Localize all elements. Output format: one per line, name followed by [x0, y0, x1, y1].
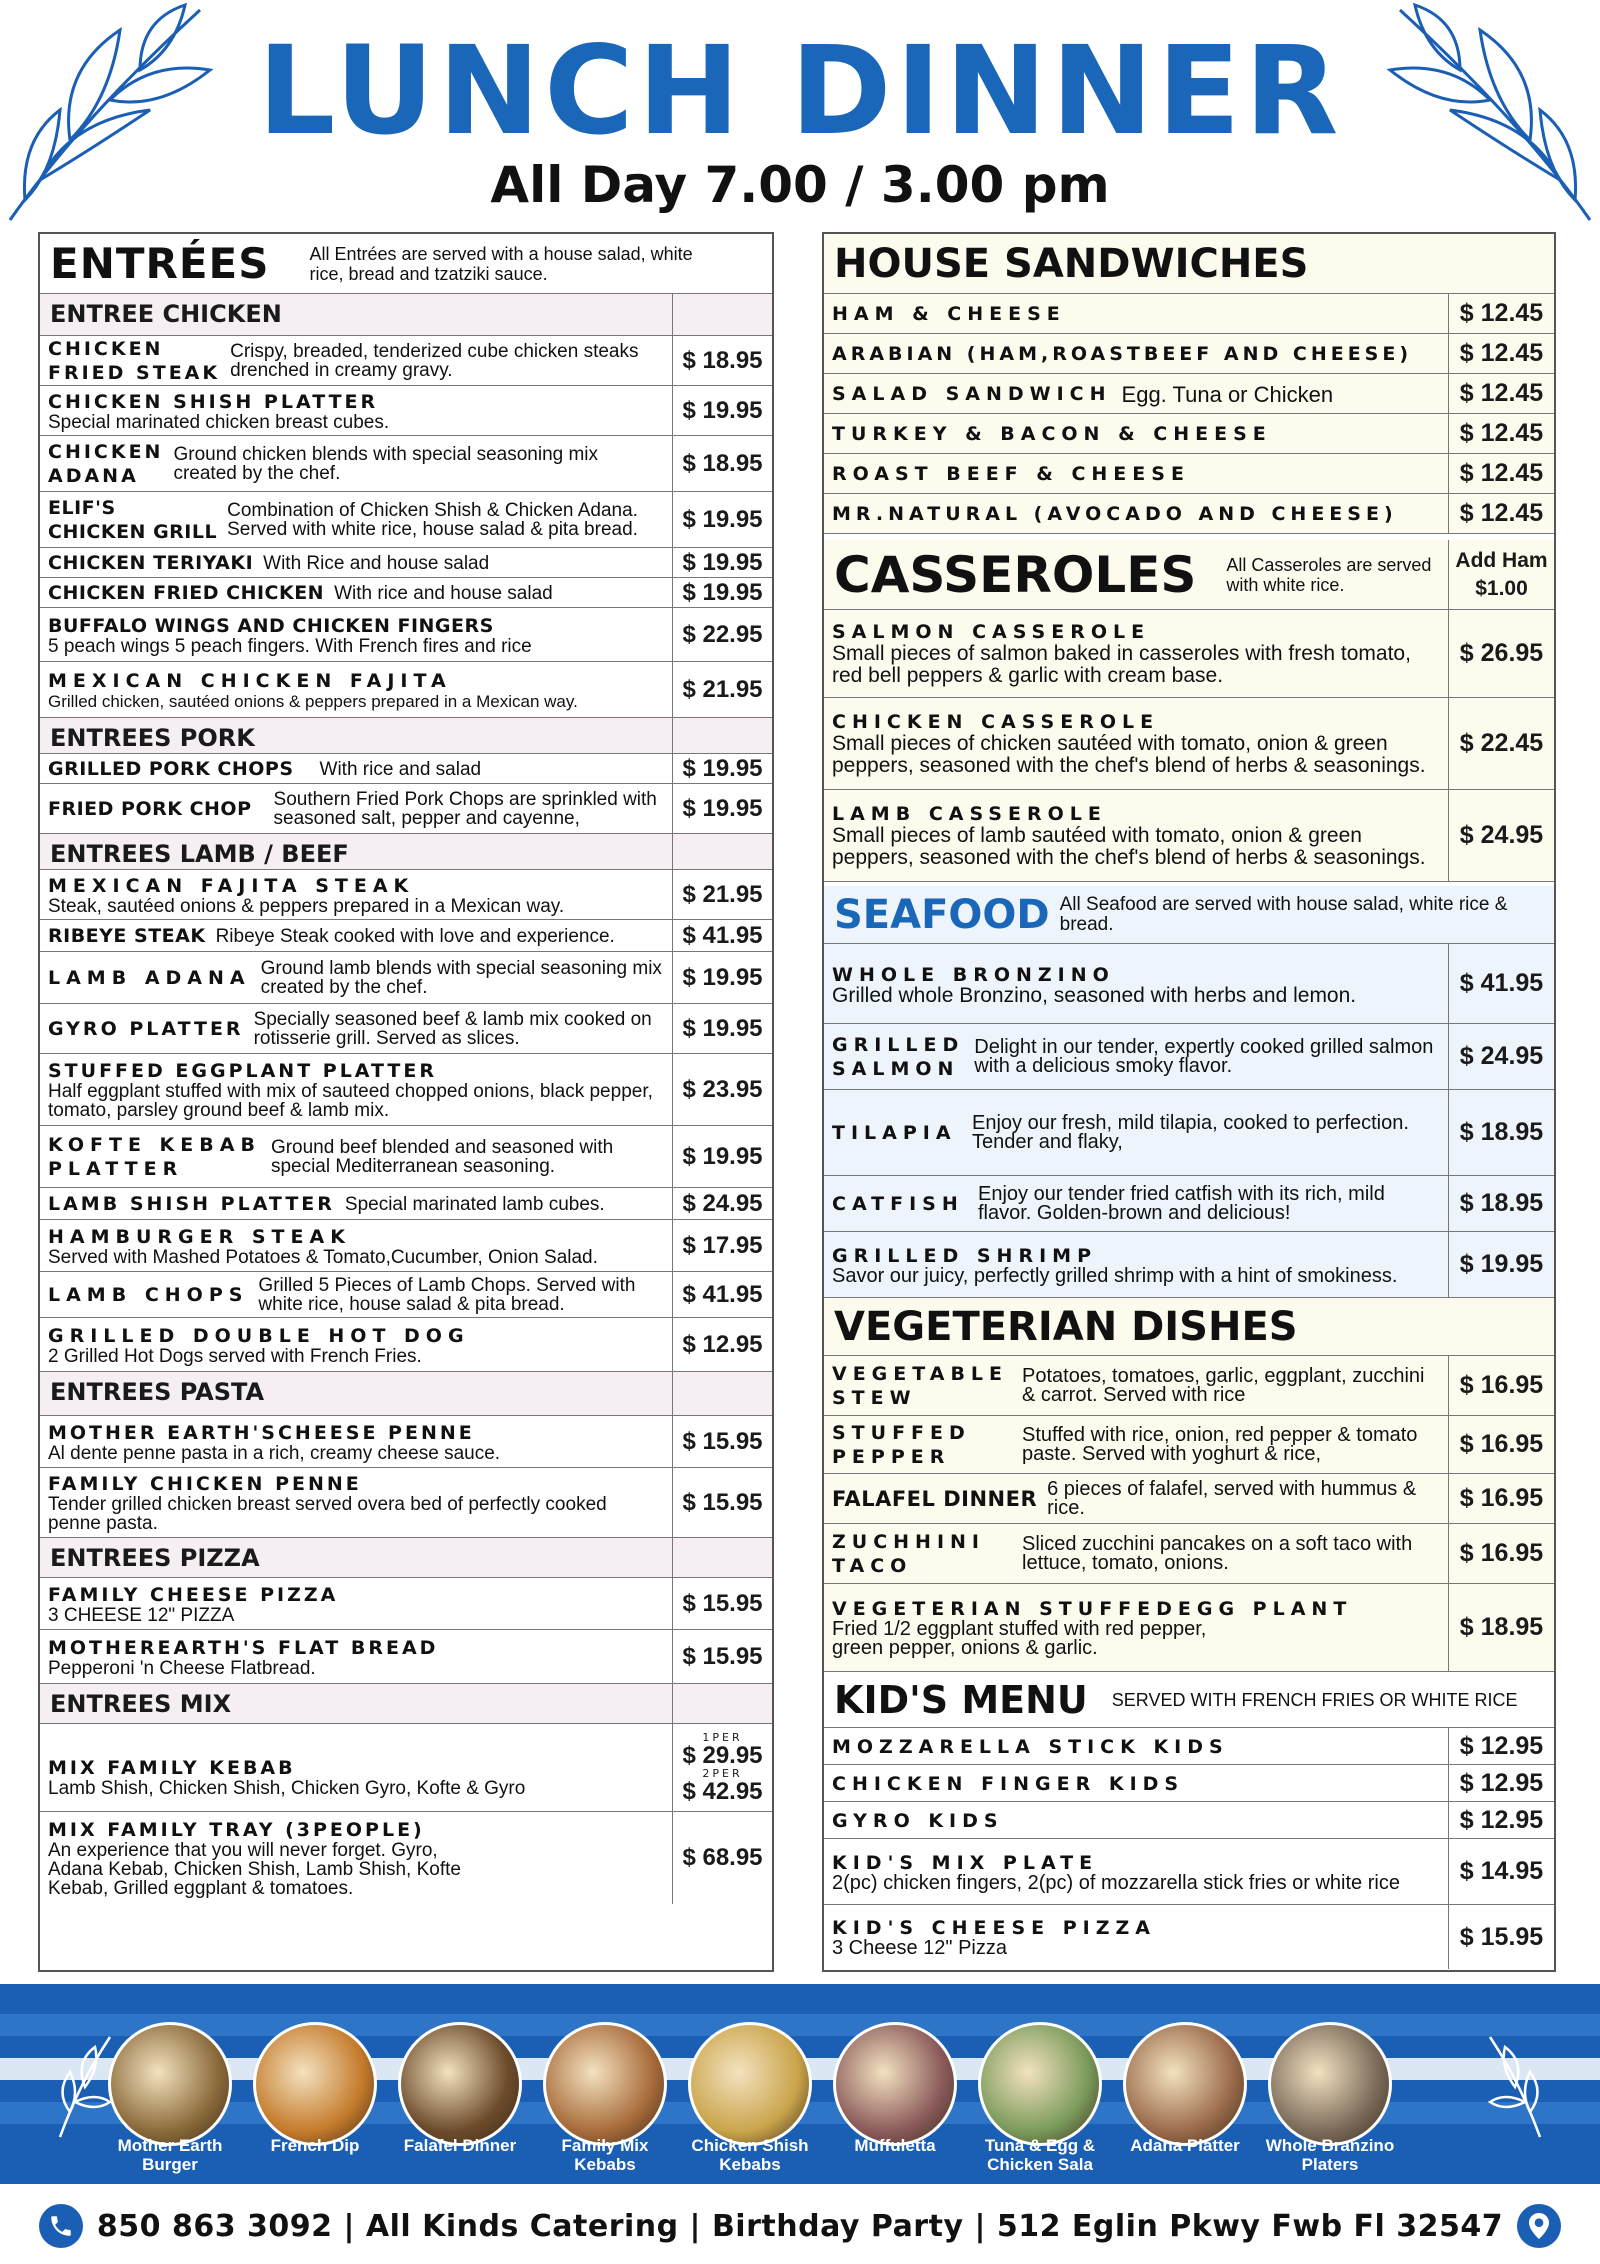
menu-item	[824, 1024, 1554, 1090]
food-photo-label: Whole Branzino Platers	[1265, 2136, 1395, 2174]
leaf-icon	[1480, 2032, 1550, 2142]
menu-item	[40, 578, 772, 608]
item-name: RIBEYE STEAK	[48, 925, 206, 947]
item-description: Potatoes, tomatoes, garlic, eggplant, zucchini & carrot. Served with rice	[1022, 1365, 1425, 1406]
item-name: FAMILY CHEESE PIZZA	[48, 1583, 339, 1606]
menu-item	[40, 336, 772, 386]
item-price: $ 18.95	[1448, 1584, 1554, 1671]
menu-item	[40, 1468, 772, 1538]
kids-menu-header	[824, 1672, 1554, 1728]
item-name: STUFFED	[832, 1422, 971, 1444]
item-price: $ 24.95	[1448, 790, 1554, 881]
item-price: $ 24.95	[1448, 1024, 1554, 1089]
item-description: Southern Fried Pork Chops are sprinkled with seasoned salt, pepper and cayenne,	[273, 789, 657, 829]
seafood-note: All Seafood are served with house salad, white rice & bread.	[1059, 893, 1508, 935]
food-photo	[108, 2022, 232, 2146]
item-price: $ 23.95	[672, 1054, 772, 1125]
item-description: Sliced zucchini pancakes on a soft taco with lettuce, tomato, onions.	[1022, 1533, 1413, 1574]
item-name: MOTHEREARTH'S FLAT BREAD	[48, 1636, 439, 1659]
item-name: CHICKEN	[48, 441, 164, 463]
section-chicken	[40, 294, 772, 336]
item-name: SALMON CASSEROLE	[832, 621, 1151, 643]
menu-item	[824, 1176, 1554, 1232]
menu-item	[824, 494, 1554, 534]
item-name: BUFFALO WINGS AND CHICKEN FINGERS	[48, 614, 494, 637]
item-name: CHICKEN	[48, 338, 164, 360]
item-name: LAMB CHOPS	[48, 1284, 249, 1306]
menu-item	[824, 1765, 1554, 1802]
section-title: ENTREES MIX	[50, 1690, 232, 1718]
item-price: $ 24.95	[672, 1188, 772, 1219]
item-description: Savor our juicy, perfectly grilled shrimp with a hint of smokiness.	[832, 1264, 1398, 1287]
item-name: SALAD SANDWICH	[832, 383, 1112, 405]
item-name: GYRO PLATTER	[48, 1018, 244, 1040]
menu-item	[40, 608, 772, 662]
menu-item	[40, 1188, 772, 1220]
item-price: $ 15.95	[1448, 1905, 1554, 1969]
item-price: $ 12.45	[1448, 414, 1554, 453]
item-name: KID'S CHEESE PIZZA	[832, 1917, 1157, 1939]
seafood-header	[824, 882, 1554, 944]
location-pin-icon[interactable]	[1517, 2204, 1561, 2248]
menu-item	[40, 1054, 772, 1126]
section-lamb-beef	[40, 834, 772, 870]
item-price: $ 19.95	[672, 1126, 772, 1187]
sandwiches-header	[824, 234, 1554, 294]
item-name: MR.NATURAL (AVOCADO AND CHEESE)	[832, 503, 1398, 525]
addon-label: Add Ham	[1455, 548, 1548, 572]
menu-item	[824, 1090, 1554, 1176]
menu-item	[40, 1318, 772, 1372]
food-photo	[253, 2022, 377, 2146]
food-photo-label: Falafel Dinner	[403, 2136, 517, 2155]
per-label: 2PER	[702, 1766, 743, 1780]
section-title: CASSEROLES	[834, 545, 1197, 604]
item-price: $ 21.95	[672, 870, 772, 919]
item-description: Combination of Chicken Shish & Chicken Adana. Served with white rice, house salad & pita bread.	[227, 500, 638, 540]
menu-header	[0, 0, 1600, 230]
food-photo	[978, 2022, 1102, 2146]
item-price: $ 68.95	[672, 1812, 772, 1904]
menu-item	[40, 952, 772, 1004]
section-mix	[40, 1684, 772, 1724]
item-name: GYRO KIDS	[832, 1809, 1004, 1832]
item-price: $ 41.95	[672, 1272, 772, 1317]
item-description: 6 pieces of falafel, served with hummus & rice.	[1047, 1478, 1417, 1519]
item-description: Stuffed with rice, onion, red pepper & tomato paste. Served with yoghurt & rice,	[1022, 1424, 1418, 1465]
item-description: Egg. Tuna or Chicken	[1121, 381, 1334, 407]
item-price: $ 16.95	[1448, 1416, 1554, 1473]
item-name: SALMON	[832, 1058, 960, 1080]
item-price: $ 22.45	[1448, 698, 1554, 789]
item-name: STUFFED EGGPLANT PLATTER	[48, 1060, 438, 1082]
menu-item	[40, 1724, 772, 1812]
section-title: KID'S MENU	[834, 1677, 1088, 1722]
food-photo-label: Chicken Shish Kebabs	[691, 2136, 809, 2174]
item-name: PEPPER	[832, 1446, 951, 1468]
section-title: HOUSE SANDWICHES	[834, 240, 1309, 287]
section-title: ENTREES LAMB / BEEF	[50, 840, 349, 868]
item-price: $ 19.95	[672, 386, 772, 435]
food-photo	[543, 2022, 667, 2146]
food-photo	[398, 2022, 522, 2146]
item-name: VEGETERIAN STUFFEDEGG PLANT	[832, 1598, 1353, 1620]
menu-item	[824, 1416, 1554, 1474]
section-title: ENTREES PASTA	[50, 1378, 265, 1406]
item-name: MEXICAN FAJITA STEAK	[48, 874, 415, 897]
item-name: MOZZARELLA STICK KIDS	[832, 1735, 1229, 1758]
item-description: Tender grilled chicken breast served overa bed of perfectly cooked penne pasta.	[48, 1494, 607, 1534]
per-label: 1PER	[702, 1730, 743, 1744]
item-price: $ 19.95	[672, 1004, 772, 1053]
item-description: 5 peach wings 5 peach fingers. With French fires and rice	[48, 635, 532, 657]
entrees-header	[40, 234, 772, 294]
menu-item	[40, 492, 772, 548]
food-photo-label: Adana Platter	[1130, 2136, 1240, 2155]
item-description: Enjoy our fresh, mild tilapia, cooked to perfection. Tender and flaky,	[972, 1112, 1409, 1153]
item-description: Ground chicken blends with special seasoning mix created by the chef.	[173, 444, 599, 484]
item-name: CATFISH	[832, 1193, 964, 1215]
item-description: Ground lamb blends with special seasoning mix created by the chef.	[260, 958, 662, 998]
item-price: $ 15.95	[672, 1416, 772, 1467]
item-name: LAMB SHISH PLATTER	[48, 1193, 335, 1215]
item-name: GRILLED PORK CHOPS	[48, 758, 294, 780]
item-price: $ 19.95	[672, 754, 772, 783]
item-price: $ 12.95	[1448, 1765, 1554, 1801]
item-name: GRILLED SHRIMP	[832, 1244, 1097, 1267]
food-photo-label: Tuna & Egg & Chicken Sala	[984, 2136, 1096, 2174]
item-description: Special marinated lamb cubes.	[344, 1193, 605, 1215]
food-photo	[1268, 2022, 1392, 2146]
item-price: $ 16.95	[1448, 1474, 1554, 1523]
item-name: HAMBURGER STEAK	[48, 1225, 351, 1248]
item-name: CHICKEN SHISH PLATTER	[48, 390, 379, 413]
item-name: MEXICAN CHICKEN FAJITA	[48, 669, 452, 692]
page-subtitle: All Day 7.00 / 3.00 pm	[490, 156, 1110, 214]
item-name: ARABIAN (HAM,ROASTBEEF AND CHEESE)	[832, 343, 1413, 365]
item-price: $ 19.95	[672, 492, 772, 547]
menu-item	[824, 1839, 1554, 1905]
menu-item	[824, 1584, 1554, 1672]
item-price: $ 12.45	[1448, 494, 1554, 533]
food-photo	[833, 2022, 957, 2146]
item-name: ROAST BEEF & CHEESE	[832, 463, 1190, 485]
menu-item	[824, 1356, 1554, 1416]
item-price: $ 16.95	[1448, 1356, 1554, 1415]
item-name: STEW	[832, 1387, 917, 1409]
contact-footer	[0, 2196, 1600, 2256]
menu-item	[40, 1272, 772, 1318]
menu-item	[824, 334, 1554, 374]
menu-item	[40, 1126, 772, 1188]
item-name: CHICKEN CASSEROLE	[832, 711, 1160, 733]
item-description: Ribeye Steak cooked with love and experience.	[215, 925, 615, 947]
item-price: $ 12.45	[1448, 334, 1554, 373]
menu-item	[40, 1630, 772, 1684]
item-name: FALAFEL DINNER	[832, 1487, 1038, 1511]
item-description: With rice and house salad	[334, 582, 553, 604]
item-name: CHICKEN FINGER KIDS	[832, 1772, 1185, 1795]
item-price: $ 16.95	[1448, 1524, 1554, 1583]
menu-item	[824, 698, 1554, 790]
item-name: GRILLED	[832, 1034, 965, 1056]
item-name: TURKEY & BACON & CHEESE	[832, 423, 1272, 445]
menu-item	[824, 454, 1554, 494]
item-price: $ 19.95	[672, 784, 772, 833]
page-title: LUNCH DINNER	[257, 20, 1343, 162]
item-description: Fried 1/2 eggplant stuffed with red pepper, green pepper, onions & garlic.	[832, 1618, 1207, 1659]
item-name: KOFTE KEBAB	[48, 1134, 261, 1156]
menu-item	[40, 1812, 772, 1904]
food-photo-label: Mother Earth Burger	[117, 2136, 223, 2174]
item-price: $ 12.45	[1448, 454, 1554, 493]
section-title: ENTREES PORK	[50, 724, 255, 752]
left-menu-column	[38, 232, 774, 1972]
kids-note: SERVED WITH FRENCH FRIES OR WHITE RICE	[1111, 1689, 1518, 1710]
item-description: Al dente penne pasta in a rich, creamy cheese sauce.	[48, 1442, 501, 1464]
menu-item	[824, 610, 1554, 698]
item-name: CHICKEN GRILL	[48, 521, 218, 543]
item-name: HAM & CHEESE	[832, 303, 1066, 325]
section-pizza	[40, 1538, 772, 1578]
menu-item	[40, 870, 772, 920]
item-price: $ 42.95	[682, 1777, 763, 1805]
item-description: 2 Grilled Hot Dogs served with French Fries.	[48, 1345, 422, 1367]
item-price: $ 18.95	[1448, 1176, 1554, 1231]
item-name: LAMB CASSEROLE	[832, 803, 1107, 825]
item-name: GRILLED DOUBLE HOT DOG	[48, 1324, 470, 1347]
section-title: SEAFOOD	[834, 891, 1050, 938]
item-price: $ 18.95	[672, 336, 772, 385]
item-description: Served with Mashed Potatoes & Tomato,Cucumber, Onion Salad.	[48, 1246, 598, 1268]
menu-item	[824, 1905, 1554, 1969]
item-price: $ 26.95	[1448, 610, 1554, 697]
item-price: $ 19.95	[672, 548, 772, 577]
item-description: Half eggplant stuffed with mix of sauteed chopped onions, black pepper, tomato, parsley ground beef & lamb mix.	[48, 1081, 653, 1121]
menu-item	[40, 754, 772, 784]
menu-item	[40, 436, 772, 492]
menu-item	[40, 784, 772, 834]
item-name: LAMB ADANA	[48, 967, 251, 989]
menu-item	[40, 1578, 772, 1630]
item-price: $ 17.95	[672, 1220, 772, 1271]
item-name: TACO	[832, 1555, 913, 1577]
entrees-note: All Entrées are served with a house salad, white rice, bread and tzatziki sauce.	[309, 243, 693, 284]
item-description: Crispy, breaded, tenderized cube chicken steaks drenched in creamy gravy.	[230, 341, 639, 381]
item-description: 3 Cheese 12" Pizza	[832, 1937, 1007, 1959]
addon-price: $1.00	[1475, 576, 1528, 600]
item-name: VEGETABLE	[832, 1363, 1009, 1385]
item-name: ADANA	[48, 465, 139, 487]
menu-item	[40, 548, 772, 578]
section-title: ENTREES PIZZA	[50, 1544, 260, 1572]
item-price: $ 41.95	[1448, 944, 1554, 1023]
item-description: Pepperoni 'n Cheese Flatbread.	[48, 1657, 316, 1679]
menu-item	[40, 662, 772, 718]
phone-icon[interactable]	[39, 2204, 83, 2248]
item-price: $ 41.95	[672, 920, 772, 951]
section-title: VEGETERIAN DISHES	[834, 1303, 1298, 1350]
item-name: MIX FAMILY TRAY (3PEOPLE)	[48, 1819, 425, 1841]
menu-item	[824, 374, 1554, 414]
casseroles-note: All Casseroles are served with white rice.	[1226, 554, 1432, 595]
item-description: Steak, sautéed onions & peppers prepared in a Mexican way.	[48, 895, 565, 917]
section-title: ENTREE CHICKEN	[50, 300, 282, 328]
menu-item	[824, 1524, 1554, 1584]
menu-item	[40, 1416, 772, 1468]
menu-item	[40, 386, 772, 436]
item-price: $ 15.95	[672, 1468, 772, 1537]
item-description: Special marinated chicken breast cubes.	[48, 411, 390, 433]
food-photo-label: Family Mix Kebabs	[561, 2136, 649, 2174]
item-name: ELIF'S	[48, 497, 116, 519]
item-name: MIX FAMILY KEBAB	[48, 1757, 296, 1779]
vegetarian-header	[824, 1298, 1554, 1356]
item-name: MOTHER EARTH'SCHEESE PENNE	[48, 1421, 475, 1444]
food-photo-label: French Dip	[270, 2136, 360, 2155]
add-ham-addon	[1448, 540, 1554, 609]
menu-item	[40, 1220, 772, 1272]
menu-item	[824, 1728, 1554, 1765]
item-description: Small pieces of salmon baked in casseroles with fresh tomato, red bell peppers & garlic with cream base.	[832, 642, 1411, 687]
item-price: $ 29.95	[682, 1741, 763, 1769]
item-price: $ 15.95	[672, 1578, 772, 1629]
item-price: $ 15.95	[672, 1630, 772, 1683]
item-description: Lamb Shish, Chicken Shish, Chicken Gyro, Kofte & Gyro	[48, 1778, 526, 1799]
item-description: Enjoy our tender fried catfish with its rich, mild flavor. Golden-brown and delicious!	[978, 1183, 1385, 1224]
item-description: Small pieces of chicken sautéed with tomato, onion & green peppers, seasoned with the chef's blend of herbs & seasonings.	[832, 732, 1426, 777]
item-description: Specially seasoned beef & lamb mix cooked on rotisserie grill. Served as slices.	[253, 1009, 652, 1049]
right-menu-column	[822, 232, 1556, 1972]
item-description: An experience that you will never forget. Gyro, Adana Kebab, Chicken Shish, Lamb Shish, Kofte Kebab, Grilled eggplant & tomatoes.	[48, 1840, 461, 1899]
casseroles-header	[824, 534, 1554, 610]
item-name: CHICKEN TERIYAKI	[48, 552, 254, 574]
item-price: $ 12.95	[672, 1318, 772, 1371]
item-description: Ground beef blended and seasoned with special Mediterranean seasoning.	[270, 1137, 614, 1177]
item-name: FAMILY CHICKEN PENNE	[48, 1473, 362, 1495]
item-name: FRIED PORK CHOP	[48, 798, 252, 820]
item-description: Delight in our tender, expertly cooked grilled salmon with a delicious smoky flavor.	[974, 1036, 1434, 1077]
section-pork	[40, 718, 772, 754]
item-name: WHOLE BRONZINO	[832, 963, 1115, 986]
menu-item	[824, 944, 1554, 1024]
item-description: With Rice and house salad	[263, 552, 490, 574]
contact-info: 850 863 3092 | All Kinds Catering | Birthday Party | 512 Eglin Pkwy Fwb Fl 32547	[96, 2208, 1504, 2244]
menu-item	[40, 920, 772, 952]
item-name: ZUCHHINI	[832, 1531, 985, 1553]
item-price: $ 14.95	[1448, 1839, 1554, 1904]
item-name: KID'S MIX PLATE	[832, 1851, 1099, 1874]
item-description: Grilled whole Bronzino, seasoned with herbs and lemon.	[832, 983, 1357, 1007]
menu-item	[824, 294, 1554, 334]
item-price: $ 21.95	[672, 662, 772, 717]
menu-item	[824, 790, 1554, 882]
food-photo	[688, 2022, 812, 2146]
food-photo-label: Muffuletta	[854, 2136, 936, 2155]
item-price: $ 19.95	[672, 578, 772, 607]
item-name: FRIED STEAK	[48, 362, 221, 384]
menu-item	[824, 1802, 1554, 1839]
item-price: $ 22.95	[672, 608, 772, 661]
item-price: $ 18.95	[672, 436, 772, 491]
menu-item	[824, 414, 1554, 454]
item-price: $ 19.95	[1448, 1232, 1554, 1297]
section-pasta	[40, 1372, 772, 1416]
food-photo	[1123, 2022, 1247, 2146]
item-price: $ 19.95	[672, 952, 772, 1003]
item-description: Small pieces of lamb sautéed with tomato, onion & green peppers, seasoned with the chef's blend of herbs & seasonings.	[832, 824, 1426, 869]
item-description: Grilled chicken, sautéed onions & peppers prepared in a Mexican way.	[48, 691, 578, 711]
item-price: $ 12.95	[1448, 1802, 1554, 1838]
item-description: 3 CHEESE 12" PIZZA	[48, 1604, 235, 1626]
item-price: $ 12.45	[1448, 374, 1554, 413]
menu-item	[824, 1232, 1554, 1298]
food-photo-banner	[0, 1984, 1600, 2184]
item-name: PLATTER	[48, 1158, 184, 1180]
item-price: $ 18.95	[1448, 1090, 1554, 1175]
menu-item	[40, 1004, 772, 1054]
item-name: TILAPIA	[832, 1122, 957, 1144]
menu-item	[824, 1474, 1554, 1524]
item-description: With rice and salad	[319, 758, 482, 780]
item-description: 2(pc) chicken fingers, 2(pc) of mozzarella stick fries or white rice	[832, 1871, 1400, 1894]
item-price: $ 12.45	[1448, 294, 1554, 333]
item-price: $ 12.95	[1448, 1728, 1554, 1764]
entrees-title: ENTRÉES	[50, 239, 270, 288]
item-description: Grilled 5 Pieces of Lamb Chops. Served with white rice, house salad & pita bread.	[258, 1275, 636, 1315]
item-name: CHICKEN FRIED CHICKEN	[48, 582, 325, 604]
